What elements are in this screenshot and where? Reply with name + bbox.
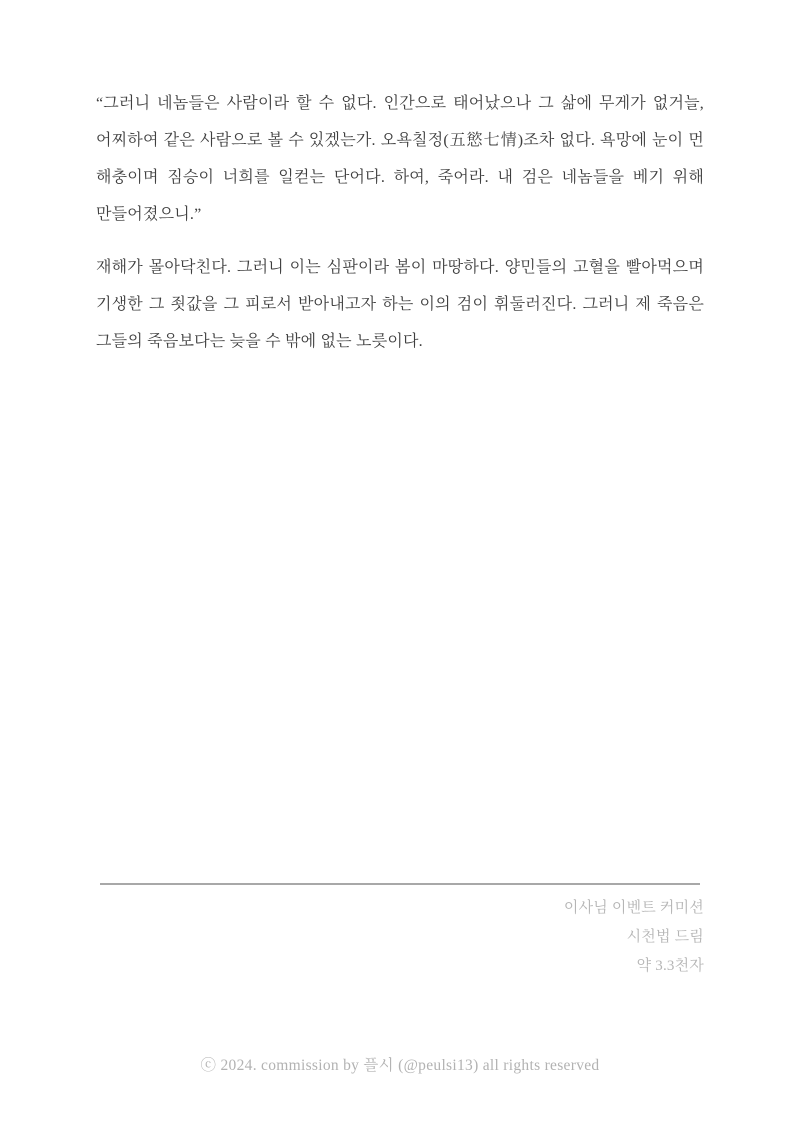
colophon-line-author-signature: 시천법 드림 [626,929,704,945]
colophon-block [96,894,704,981]
copyright-notice: ⓒ 2024. commission by 플시 (@peulsi13) all rights reserved [200,1057,600,1074]
body-paragraph-narration: 재해가 몰아닥친다. 그러니 이는 심판이라 봄이 마땅하다. 양민들의 고혈을 빨아먹으며 기생한 그 죗값을 그 피로서 받아내고자 하는 이의 검이 휘둘러진다. 그러니 제 죽음은 그들의 죽음보다는 늦을 수 밖에 없는 노릇이다. [96,259,704,350]
colophon-line-commission-title: 이사님 이벤트 커미션 [563,900,704,916]
colophon-line-character-count: 약 3.3천자 [636,958,704,974]
body-paragraph-quote: “그러니 네놈들은 사람이라 할 수 없다. 인간으로 태어났으나 그 삶에 무게가 없거늘, 어찌하여 같은 사람으로 볼 수 있겠는가. 오욕칠정(五慾七情)조차 없다. 욕망에 눈이 먼 해충이며 짐승이 너희를 일컫는 단어다. 하여, 죽어라. 내 검은 네놈들을 베기 위해 만들어졌으니.” [96,95,704,223]
footer-divider [100,883,700,885]
body-text-block [96,85,704,376]
